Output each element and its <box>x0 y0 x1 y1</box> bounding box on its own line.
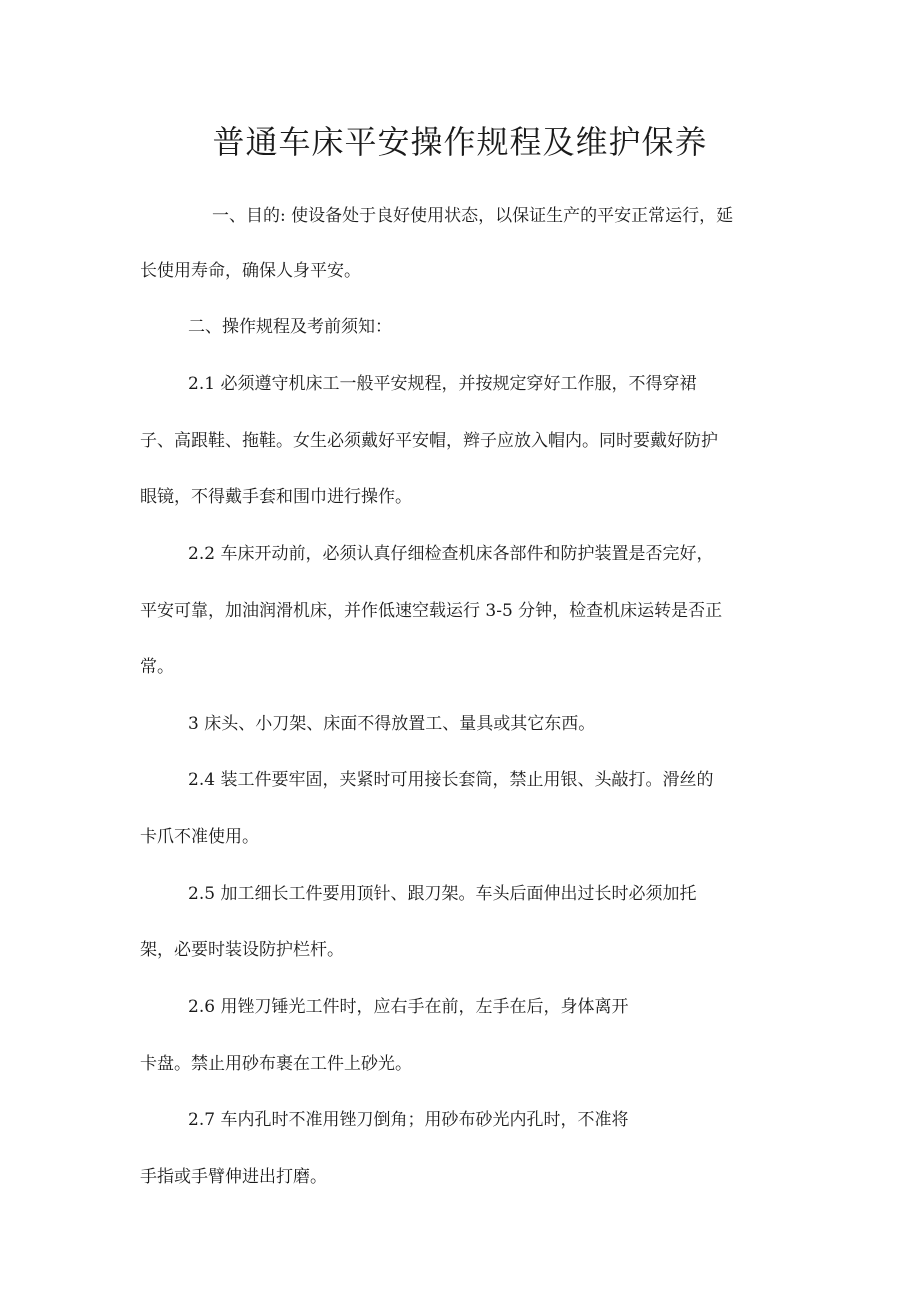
paragraph-line: 2.4 装工件要牢固，夹紧时可用接长套筒，禁止用银、头敲打。滑丝的 <box>188 770 714 790</box>
paragraph-line: 2.7 车内孔时不准用锉刀倒角；用砂布砂光内孔时，不准将 <box>188 1110 629 1130</box>
paragraph-line: 2.2 车床开动前，必须认真仔细检查机床各部件和防护装置是否完好， <box>188 544 714 564</box>
paragraph-line: 卡爪不准使用。 <box>140 827 259 847</box>
paragraph-line: 2.1 必须遵守机床工一般平安规程，并按规定穿好工作服，不得穿裙 <box>188 374 697 394</box>
paragraph-line: 一、目的: 使设备处于良好使用状态，以保证生产的平安正常运行，延 <box>212 206 734 226</box>
paragraph-line: 眼镜，不得戴手套和围巾进行操作。 <box>140 487 412 507</box>
paragraph-line: 2.5 加工细长工件要用顶针、跟刀架。车头后面伸出过长时必须加托 <box>188 884 697 904</box>
paragraph-line: 长使用寿命，确保人身平安。 <box>140 261 361 281</box>
document-title: 普通车床平安操作规程及维护保养 <box>212 123 708 161</box>
paragraph-line: 常。 <box>140 657 174 677</box>
paragraph-line: 2.6 用锉刀锤光工件时，应右手在前，左手在后，身体离开 <box>188 997 629 1017</box>
paragraph-line: 子、高跟鞋、拖鞋。女生必须戴好平安帽，辫子应放入帽内。同时要戴好防护 <box>140 431 718 451</box>
paragraph-line: 平安可靠，加油润滑机床，并作低速空载运行 3-5 分钟，检查机床运转是否正 <box>140 601 723 621</box>
paragraph-line: 卡盘。禁止用砂布裹在工件上砂光。 <box>140 1054 412 1074</box>
paragraph-line: 手指或手臂伸进出打磨。 <box>140 1167 327 1187</box>
paragraph-line: 架，必要时装设防护栏杆。 <box>140 940 344 960</box>
section-heading: 二、操作规程及考前须知： <box>188 317 392 337</box>
paragraph-line: 3 床头、小刀架、床面不得放置工、量具或其它东西。 <box>188 714 596 734</box>
